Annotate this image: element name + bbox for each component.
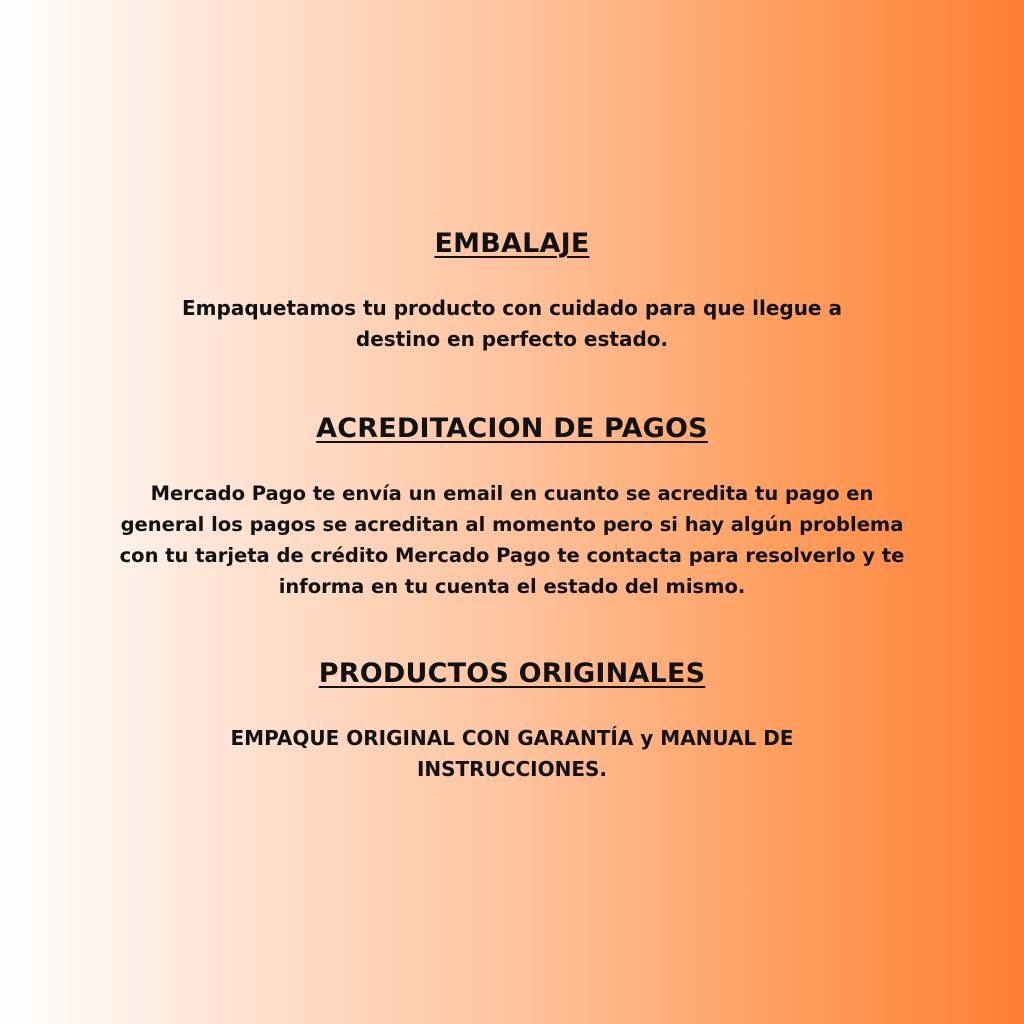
section-text-acreditacion-de-pagos: Mercado Pago te envía un email en cuanto se acredita tu pago en general los pagos se acreditan al momento pero si hay algún problema con tu tarjeta de crédito Mercado Pago te contacta para resolverlo y te informa en tu cuenta el estado del mismo.: [119, 482, 905, 598]
section-title-embalaje: EMBALAJE: [434, 228, 590, 259]
section-text-embalaje: Empaquetamos tu producto con cuidado para que llegue a destino en perfecto estado.: [182, 296, 842, 351]
section-title-productos-originales: PRODUCTOS ORIGINALES: [318, 658, 706, 689]
section-title-acreditacion-de-pagos: ACREDITACION DE PAGOS: [316, 413, 708, 444]
section-embalaje: [0, 228, 1024, 355]
section-productos-originales: [0, 658, 1024, 785]
section-text-productos-originales: EMPAQUE ORIGINAL CON GARANTÍA y MANUAL DE INSTRUCCIONES.: [230, 726, 794, 781]
section-acreditacion-de-pagos: [0, 413, 1024, 602]
